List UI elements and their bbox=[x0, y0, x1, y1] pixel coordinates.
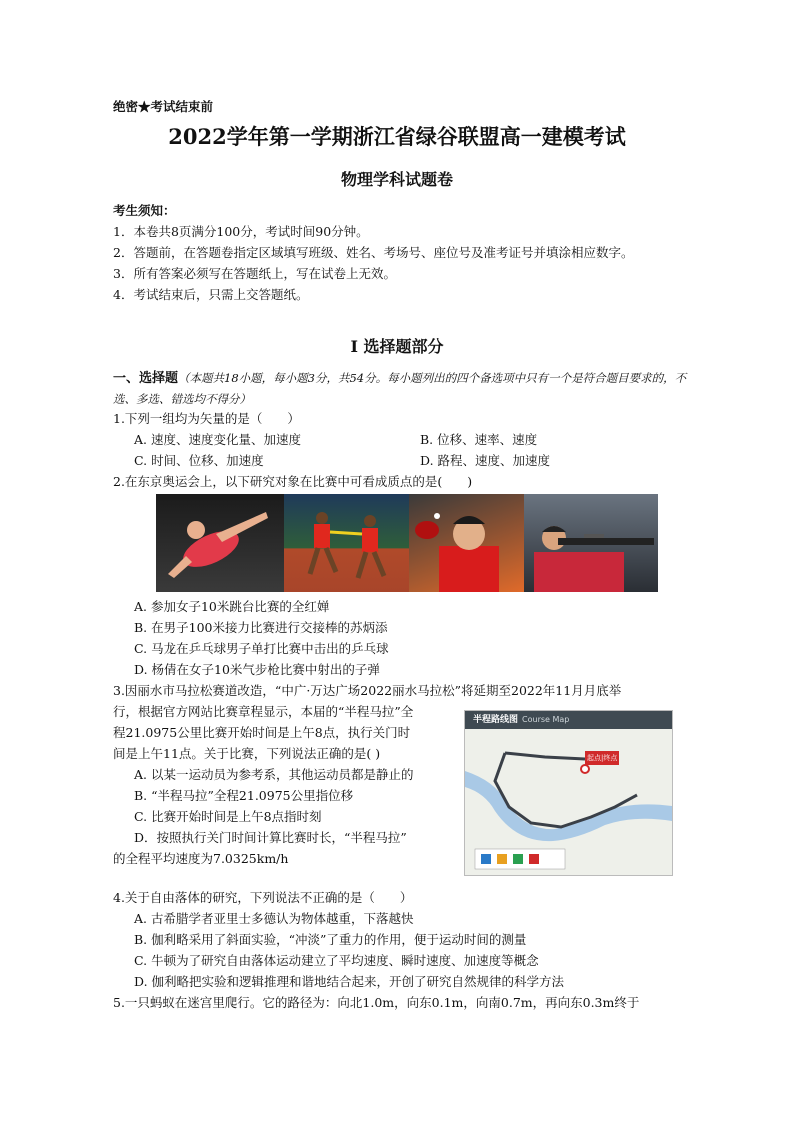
notice-item: 2．答题前，在答题卷指定区域填写班级、姓名、考场号、座位号及准考证号并填涂相应数字。 bbox=[113, 245, 634, 260]
shooting-photo bbox=[524, 494, 658, 592]
q2-option-b: B. 在男子100米接力比赛进行交接棒的苏炳添 bbox=[134, 620, 388, 635]
question-1-stem: 1.下列一组均为矢量的是（ ） bbox=[113, 411, 300, 426]
q3-option-a: A. 以某一运动员为参考系，其他运动员都是静止的 bbox=[134, 767, 414, 782]
map-subtitle: Course Map bbox=[522, 715, 570, 724]
q2-option-c: C. 马龙在乒乓球男子单打比赛中击出的乒乓球 bbox=[134, 641, 389, 656]
relay-photo bbox=[284, 494, 409, 592]
notice-heading: 考生须知： bbox=[113, 203, 176, 218]
q1-option-d: D. 路程、速度、加速度 bbox=[420, 453, 551, 468]
table-tennis-photo bbox=[409, 494, 524, 592]
map-title: 半程路线图 bbox=[473, 715, 519, 725]
q2-option-d: D. 杨倩在女子10米气步枪比赛中射出的子弹 bbox=[134, 662, 380, 677]
q3-option-d-cont: 的全程平均速度为7.0325km/h bbox=[113, 851, 289, 866]
q4-option-d: D. 伽利略把实验和逻辑推理和谐地结合起来，开创了研究自然规律的科学方法 bbox=[134, 974, 565, 989]
confidential-mark: 绝密★考试结束前 bbox=[113, 99, 214, 114]
section-instructions bbox=[113, 368, 705, 409]
q4-option-b: B. 伽利略采用了斜面实验，“冲淡”了重力的作用，便于运动时间的测量 bbox=[134, 932, 527, 947]
q1-option-a: A. 速度、速度变化量、加速度 bbox=[134, 432, 301, 447]
question-2-stem: 2.在东京奥运会上，以下研究对象在比赛中可看成质点的是( ) bbox=[113, 474, 473, 489]
q2-option-a: A. 参加女子10米跳台比赛的全红婵 bbox=[134, 599, 330, 614]
exam-title: 2022学年第一学期浙江省绿谷联盟高一建模考试 bbox=[168, 124, 626, 149]
question-3-stem: 3.因丽水市马拉松赛道改造，“中广·万达广场2022丽水马拉松”将延期至2022年11月月底举 bbox=[113, 683, 622, 698]
q4-option-c: C. 牛顿为了研究自由落体运动建立了平均速度、瞬时速度、加速度等概念 bbox=[134, 953, 539, 968]
exam-subtitle: 物理学科试题卷 bbox=[340, 170, 453, 189]
question-3-stem: 间是上午11点。关于比赛，下列说法正确的是( ) bbox=[113, 746, 381, 761]
notice-item: 3．所有答案必须写在答题纸上，写在试卷上无效。 bbox=[113, 266, 396, 281]
section-label: 一、选择题 bbox=[113, 371, 179, 386]
q4-option-a: A. 古希腊学者亚里士多德认为物体越重，下落越快 bbox=[134, 911, 414, 926]
map-start-label: 起点|终点 bbox=[587, 754, 618, 762]
notice-item: 4．考试结束后，只需上交答题纸。 bbox=[113, 287, 309, 302]
q1-option-c: C. 时间、位移、加速度 bbox=[134, 453, 264, 468]
question-3-stem: 程21.0975公里比赛开始时间是上午8点，执行关门时 bbox=[113, 725, 411, 740]
diver-photo bbox=[156, 494, 284, 592]
section-rules: （本题共18小题，每小题3分，共54分。每小题列出的四个备选项中只有一个是符合题目要求的，不选、多选、错选均不得分） bbox=[113, 371, 687, 406]
olympic-photos bbox=[156, 494, 658, 592]
q3-option-b: B. “半程马拉”全程21.0975公里指位移 bbox=[134, 788, 354, 803]
q1-option-b: B. 位移、速率、速度 bbox=[420, 432, 538, 447]
q3-option-d: D．按照执行关门时间计算比赛时长，“半程马拉” bbox=[134, 830, 407, 845]
section-title: I 选择题部分 bbox=[350, 337, 444, 356]
question-5-stem: 5.一只蚂蚁在迷宫里爬行。它的路径为：向北1.0m，向东0.1m，向南0.7m，再向东0.3m终于 bbox=[113, 995, 640, 1010]
notice-item: 1．本卷共8页满分100分，考试时间90分钟。 bbox=[113, 224, 369, 239]
question-4-stem: 4.关于自由落体的研究，下列说法不正确的是（ ） bbox=[113, 890, 413, 905]
course-map bbox=[464, 710, 673, 876]
question-3-stem: 行，根据官方网站比赛章程显示，本届的“半程马拉”全 bbox=[113, 704, 414, 719]
q3-option-c: C. 比赛开始时间是上午8点指时刻 bbox=[134, 809, 322, 824]
